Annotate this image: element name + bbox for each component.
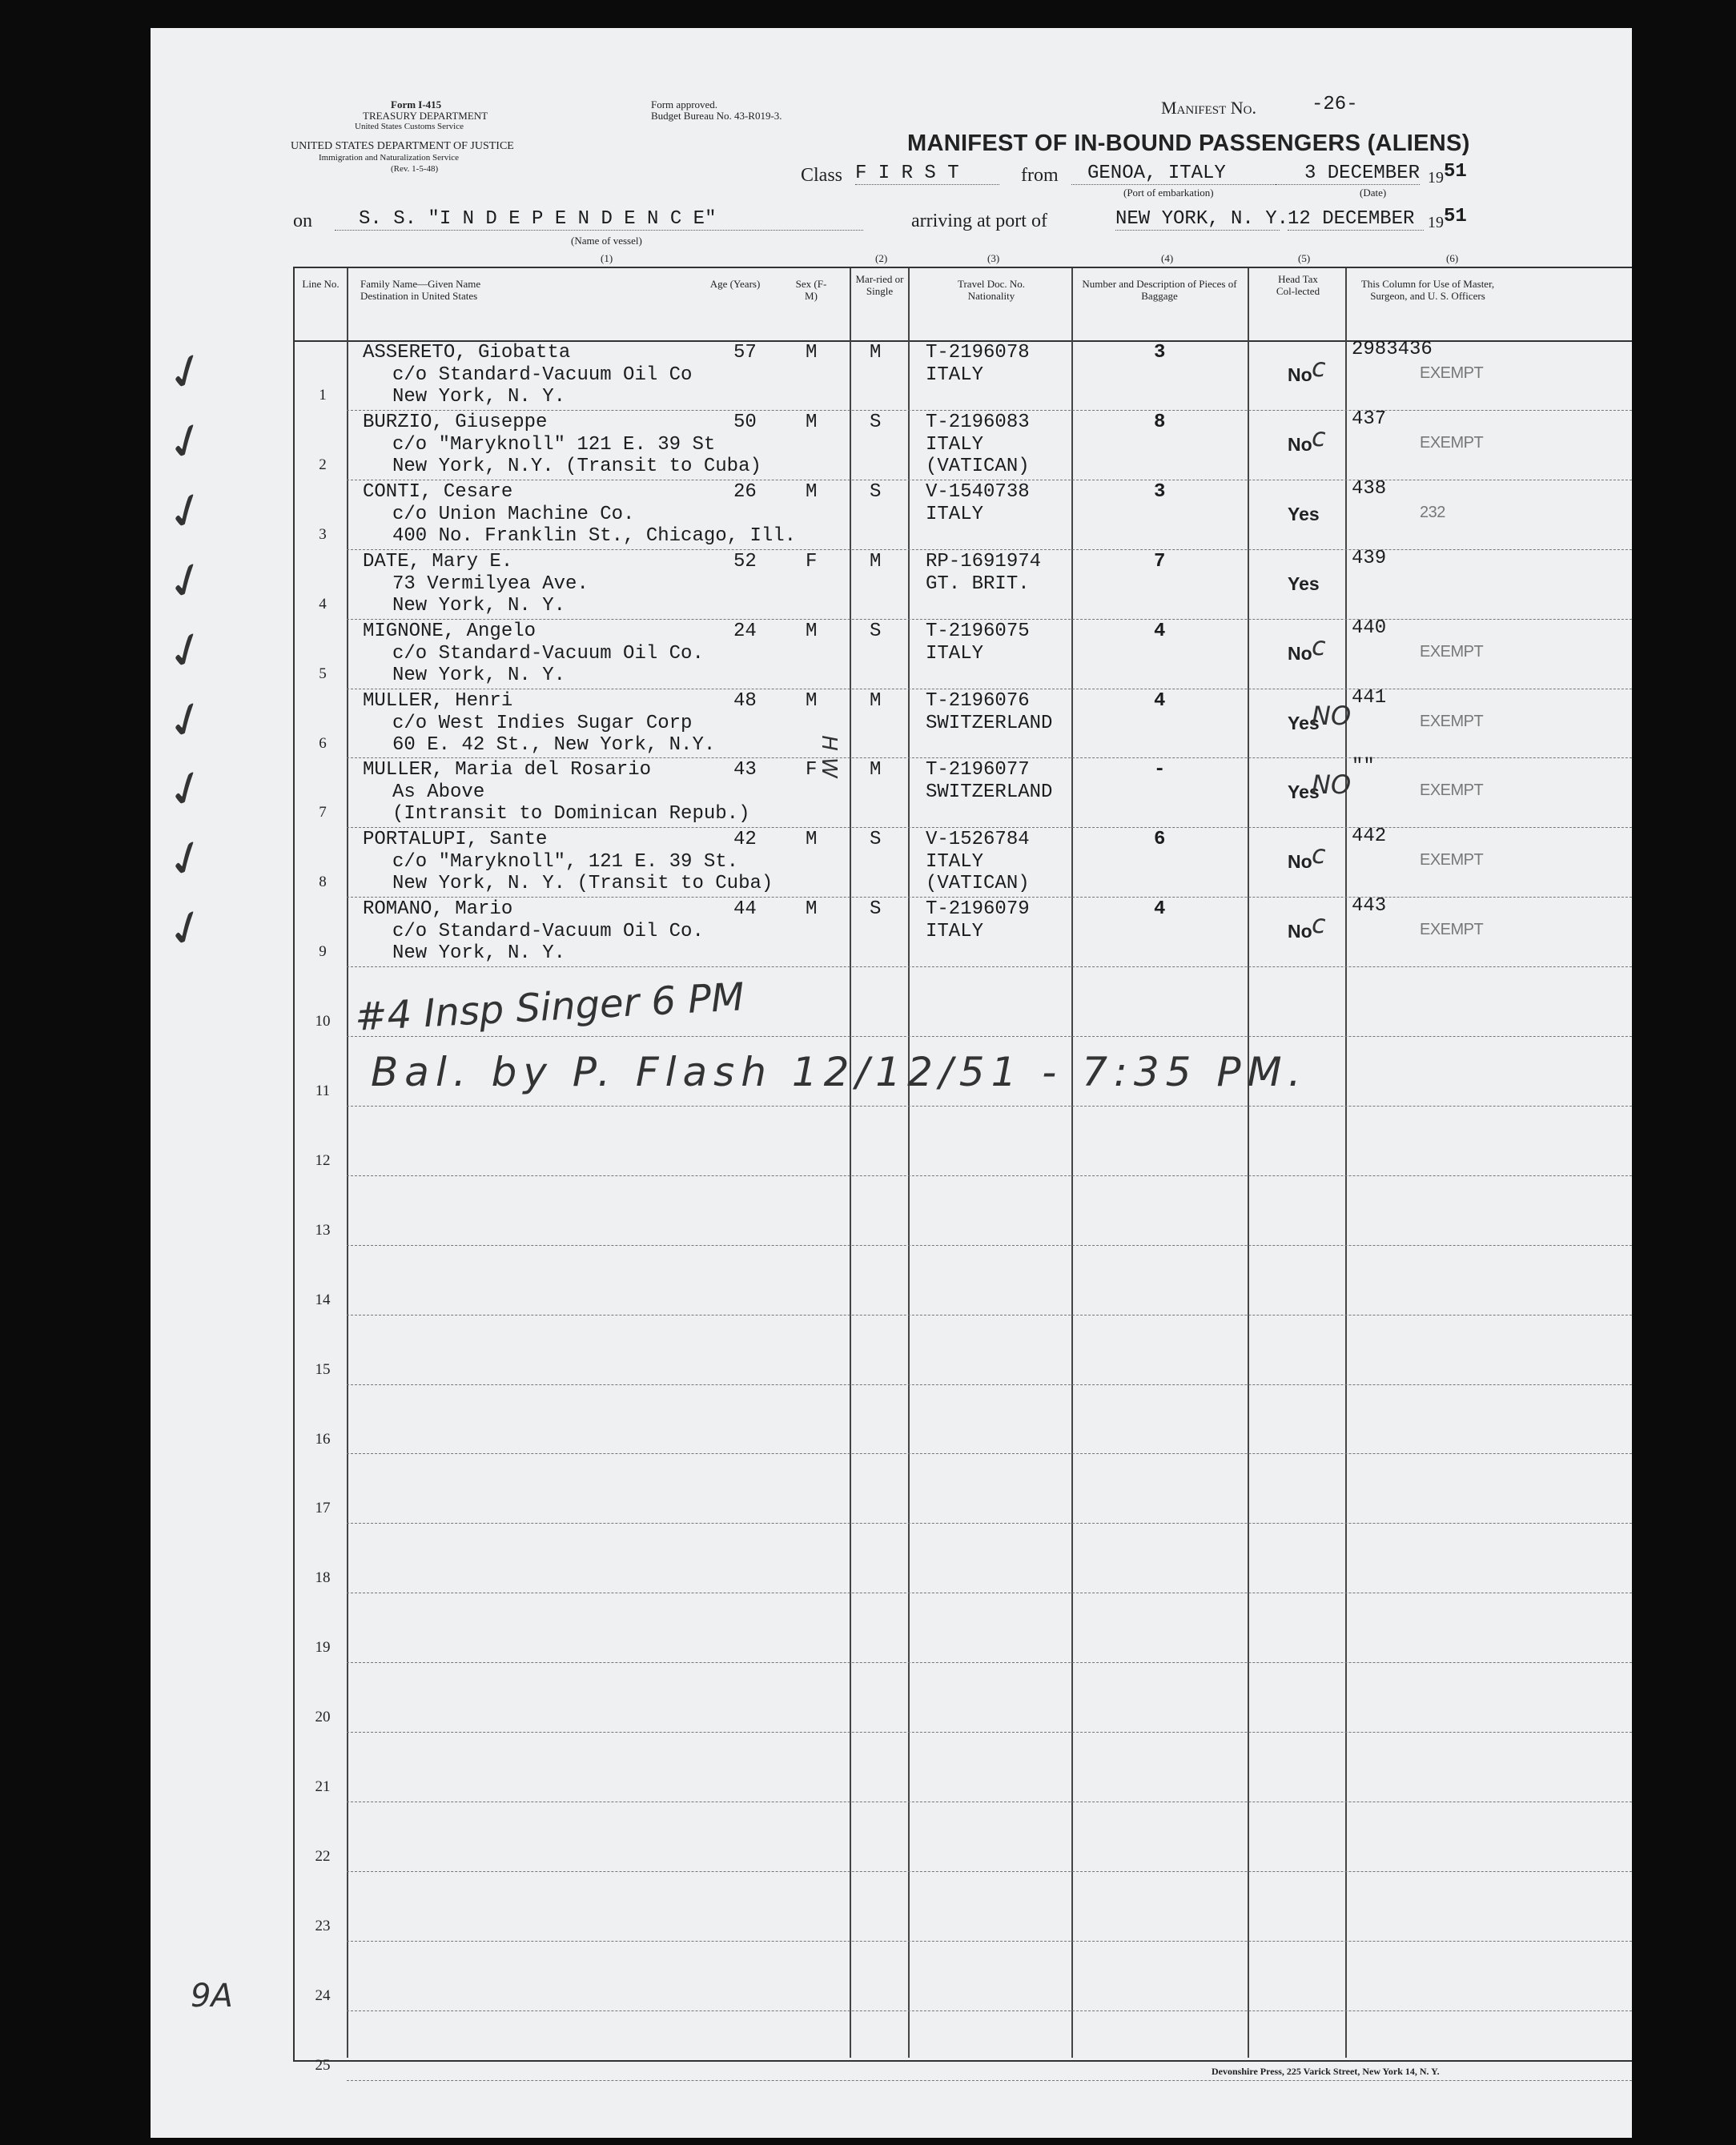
passenger-sex: M xyxy=(806,829,818,850)
line-number: 24 xyxy=(315,1987,331,2004)
row-rule xyxy=(347,1453,1632,1454)
col-header-destination: Destination in United States xyxy=(360,290,478,302)
head-tax-handwritten: NO xyxy=(1312,701,1352,731)
col-header-sex: Sex (F-M) xyxy=(795,278,827,302)
baggage-count: 4 xyxy=(1154,898,1166,920)
col-num-3: (3) xyxy=(987,252,1000,264)
line-number: 8 xyxy=(319,874,327,890)
nationality: ITALY xyxy=(926,643,984,665)
baggage-count: - xyxy=(1154,759,1166,781)
head-tax: No xyxy=(1288,364,1312,385)
passenger-address-1: As Above xyxy=(392,781,485,803)
exempt-stamp: EXEMPT xyxy=(1420,434,1484,452)
passenger-address-2: New York, N. Y. xyxy=(392,386,566,408)
passenger-address-1: c/o Standard-Vacuum Oil Co. xyxy=(392,921,704,942)
head-tax: Yes xyxy=(1288,713,1320,733)
line-number: 15 xyxy=(315,1361,331,1378)
check-mark-icon: ✓ xyxy=(158,756,215,823)
head-tax: No xyxy=(1288,921,1312,942)
passenger-address-1: c/o "Maryknoll", 121 E. 39 St. xyxy=(392,851,739,873)
passenger-address-2: New York, N. Y. xyxy=(392,665,566,686)
row-rule xyxy=(347,1871,1632,1872)
row-rule xyxy=(347,1106,1632,1107)
passenger-name: ASSERETO, Giobatta xyxy=(363,342,571,364)
baggage-count: 4 xyxy=(1154,621,1166,642)
row-rule xyxy=(347,410,1632,411)
row-rule xyxy=(347,1384,1632,1385)
exempt-stamp: 232 xyxy=(1420,504,1445,521)
check-mark-icon: ✓ xyxy=(158,895,215,962)
nationality: ITALY xyxy=(926,434,984,456)
port-embark-caption: (Port of embarkation) xyxy=(1123,187,1214,199)
check-mark-icon: ✓ xyxy=(158,687,215,754)
line-number: 7 xyxy=(319,804,327,821)
head-tax-handwritten: c xyxy=(1312,422,1326,452)
exempt-stamp: EXEMPT xyxy=(1420,643,1484,661)
baggage-count: 7 xyxy=(1154,551,1166,572)
rev-label: (Rev. 1-5-48) xyxy=(391,164,439,174)
manifest-no-label: Manifest No. xyxy=(1161,98,1256,118)
exempt-stamp: EXEMPT xyxy=(1420,851,1484,869)
line-number: 19 xyxy=(315,1639,331,1656)
line-number: 3 xyxy=(319,526,327,543)
customs-label: United States Customs Service xyxy=(355,122,464,131)
row-rule xyxy=(347,757,1632,758)
manifest-no-value: -26- xyxy=(1312,94,1358,115)
from-label: from xyxy=(1021,165,1059,186)
officer-number: 437 xyxy=(1352,408,1387,430)
travel-doc-no: T-2196083 xyxy=(926,412,1030,433)
travel-doc-no: V-1540738 xyxy=(926,481,1030,503)
row-rule xyxy=(347,619,1632,620)
embark-date: 3 DECEMBER xyxy=(1276,163,1420,185)
head-tax-handwritten: NO xyxy=(1312,769,1352,800)
col-num-5: (5) xyxy=(1298,252,1311,264)
line-number: 6 xyxy=(319,735,327,752)
col-header-name: Family Name—Given Name xyxy=(360,278,481,290)
col-divider xyxy=(850,268,851,2058)
passenger-address-2: (Intransit to Dominican Repub.) xyxy=(392,803,750,825)
officer-number: 442 xyxy=(1352,825,1387,847)
check-mark-icon: ✓ xyxy=(158,408,215,476)
row-rule xyxy=(347,2080,1632,2081)
arriving-label: arriving at port of xyxy=(911,211,1047,231)
port-embarkation: GENOA, ITALY xyxy=(1071,163,1276,185)
passenger-age: 52 xyxy=(733,551,757,572)
head-tax-handwritten: c xyxy=(1312,631,1326,661)
printer-imprint: Devonshire Press, 225 Varick Street, New York 14, N. Y. xyxy=(1212,2066,1440,2077)
arrival-year: 51 xyxy=(1444,206,1467,227)
nationality: GT. BRIT. xyxy=(926,573,1030,595)
line-number: 12 xyxy=(315,1152,331,1169)
passenger-address-2: New York, N. Y. xyxy=(392,942,566,964)
check-mark-icon: ✓ xyxy=(158,825,215,893)
passenger-address-2: New York, N. Y. xyxy=(392,595,566,617)
officer-number: 2983436 xyxy=(1352,339,1433,360)
col-header-nationality: Nationality xyxy=(967,290,1015,302)
line-number: 21 xyxy=(315,1778,331,1795)
baggage-count: 4 xyxy=(1154,690,1166,712)
arrival-year-prefix: 19 xyxy=(1428,214,1444,231)
row-rule xyxy=(347,1245,1632,1246)
check-mark-icon: ✓ xyxy=(158,617,215,685)
passenger-sex: M xyxy=(806,342,818,364)
line-number: 23 xyxy=(315,1918,331,1934)
line-number: 9 xyxy=(319,943,327,960)
passenger-address-1: c/o Standard-Vacuum Oil Co. xyxy=(392,643,704,665)
vessel-name: S. S. "I N D E P E N D E N C E" xyxy=(335,208,863,231)
nationality-note: (VATICAN) xyxy=(926,873,1030,894)
handwritten-balance-note: Bal. by P. Flash 12/12/51 - 7:35 PM. xyxy=(371,1049,1308,1095)
passenger-sex: M xyxy=(806,690,818,712)
col-header-line: Line No. xyxy=(302,278,340,290)
passenger-name: ROMANO, Mario xyxy=(363,898,513,920)
exempt-stamp: EXEMPT xyxy=(1420,781,1484,799)
col-divider xyxy=(347,268,348,2058)
col-num-6: (6) xyxy=(1446,252,1459,264)
col-header-age: Age (Years) xyxy=(709,278,761,290)
passenger-address-1: c/o Union Machine Co. xyxy=(392,504,635,525)
line-number: 17 xyxy=(315,1500,331,1516)
row-rule xyxy=(347,1523,1632,1524)
passenger-married: S xyxy=(870,829,882,850)
treasury-label: TREASURY DEPARTMENT xyxy=(363,110,488,122)
head-tax: No xyxy=(1288,434,1312,455)
head-tax: Yes xyxy=(1288,781,1320,802)
col-num-4: (4) xyxy=(1161,252,1174,264)
col-header-married: Mar-ried or Single xyxy=(855,273,904,297)
passenger-age: 43 xyxy=(733,759,757,781)
passenger-address-2: 60 E. 42 St., New York, N.Y. xyxy=(392,734,716,756)
nationality: ITALY xyxy=(926,921,984,942)
travel-doc-no: V-1526784 xyxy=(926,829,1030,850)
head-tax: No xyxy=(1288,643,1312,664)
budget-bureau: Budget Bureau No. 43-R019-3. xyxy=(651,110,782,122)
line-number: 2 xyxy=(319,456,327,473)
officer-number: 438 xyxy=(1352,478,1387,500)
on-label: on xyxy=(293,211,312,231)
doj-label: UNITED STATES DEPARTMENT OF JUSTICE xyxy=(291,140,514,152)
passenger-married: S xyxy=(870,621,882,642)
travel-doc-no: T-2196078 xyxy=(926,342,1030,364)
travel-doc-no: RP-1691974 xyxy=(926,551,1042,572)
passenger-sex: M xyxy=(806,412,818,433)
line-number: 11 xyxy=(315,1083,331,1099)
passenger-age: 44 xyxy=(733,898,757,920)
passenger-married: S xyxy=(870,412,882,433)
officer-number: 441 xyxy=(1352,687,1387,709)
passenger-address-2: 400 No. Franklin St., Chicago, Ill. xyxy=(392,525,797,547)
col-divider xyxy=(908,268,910,2058)
check-mark-icon: ✓ xyxy=(158,548,215,615)
travel-doc-no: T-2196077 xyxy=(926,759,1030,781)
line-number: 25 xyxy=(315,2057,331,2074)
passenger-married: S xyxy=(870,481,882,503)
line-number: 22 xyxy=(315,1848,331,1865)
passenger-age: 50 xyxy=(733,412,757,433)
passenger-name: PORTALUPI, Sante xyxy=(363,829,548,850)
baggage-count: 3 xyxy=(1154,481,1166,503)
passenger-address-1: c/o West Indies Sugar Corp xyxy=(392,713,693,734)
passenger-age: 42 xyxy=(733,829,757,850)
col-divider xyxy=(1345,268,1347,2058)
officer-number: 440 xyxy=(1352,617,1387,639)
passenger-address-1: c/o Standard-Vacuum Oil Co xyxy=(392,364,693,386)
embark-year-prefix: 19 xyxy=(1428,169,1444,187)
head-tax-handwritten: c xyxy=(1312,909,1326,939)
travel-doc-no: T-2196075 xyxy=(926,621,1030,642)
row-rule xyxy=(347,1036,1632,1037)
date-caption: (Date) xyxy=(1360,187,1387,199)
line-number: 4 xyxy=(319,596,327,613)
passenger-age: 57 xyxy=(733,342,757,364)
col-header-head-tax: Head Tax Col-lected xyxy=(1276,273,1320,297)
manifest-sheet xyxy=(151,28,1632,2138)
passenger-sex: F xyxy=(806,759,818,781)
passenger-married: S xyxy=(870,898,882,920)
row-rule xyxy=(347,827,1632,828)
col-header-officers: This Column for Use of Master, Surgeon, and U. S. Officers xyxy=(1360,278,1495,302)
nationality: SWITZERLAND xyxy=(926,781,1053,803)
col-num-2: (2) xyxy=(875,252,888,264)
passenger-sex: M xyxy=(806,898,818,920)
check-mark-icon: ✓ xyxy=(158,478,215,545)
arrival-date: 12 DECEMBER xyxy=(1288,208,1424,231)
form-approved: Form approved. xyxy=(651,98,718,110)
passenger-married: M xyxy=(870,551,882,572)
line-number: 16 xyxy=(315,1431,331,1448)
line-number: 18 xyxy=(315,1569,331,1586)
nationality: ITALY xyxy=(926,364,984,386)
passenger-age: 26 xyxy=(733,481,757,503)
passenger-name: BURZIO, Giuseppe xyxy=(363,412,548,433)
arrival-port: NEW YORK, N. Y. xyxy=(1115,208,1289,230)
col-divider xyxy=(1248,268,1249,2058)
passenger-name: MULLER, Henri xyxy=(363,690,513,712)
officer-number: 439 xyxy=(1352,548,1387,569)
class-value: F I R S T xyxy=(855,163,999,185)
exempt-stamp: EXEMPT xyxy=(1420,713,1484,730)
head-tax: Yes xyxy=(1288,573,1320,594)
embark-year: 51 xyxy=(1444,161,1467,183)
passenger-sex: F xyxy=(806,551,818,572)
check-mark-icon: ✓ xyxy=(158,339,215,406)
head-tax: Yes xyxy=(1288,504,1320,524)
officer-number: 443 xyxy=(1352,895,1387,917)
line-number: 20 xyxy=(315,1709,331,1725)
passenger-address-2: New York, N. Y. (Transit to Cuba) xyxy=(392,873,774,894)
line-number: 13 xyxy=(315,1222,331,1239)
passenger-married: M xyxy=(870,690,882,712)
passenger-name: CONTI, Cesare xyxy=(363,481,513,503)
head-tax: No xyxy=(1288,851,1312,872)
baggage-count: 6 xyxy=(1154,829,1166,850)
col-num-1: (1) xyxy=(601,252,613,264)
travel-doc-no: T-2196076 xyxy=(926,690,1030,712)
passenger-sex: M xyxy=(806,481,818,503)
passenger-name: MIGNONE, Angelo xyxy=(363,621,536,642)
handwritten-inspector-note: #4 Insp Singer 6 PM xyxy=(353,974,745,1040)
row-rule xyxy=(347,897,1632,898)
nationality: ITALY xyxy=(926,504,984,525)
handwritten-side-note: H W xyxy=(816,735,841,778)
baggage-count: 3 xyxy=(1154,342,1166,364)
row-rule xyxy=(347,1941,1632,1942)
passenger-age: 48 xyxy=(733,690,757,712)
col-header-travel-doc: Travel Doc. No. xyxy=(957,278,1025,290)
passenger-name: MULLER, Maria del Rosario xyxy=(363,759,652,781)
row-rule xyxy=(347,1175,1632,1176)
row-rule xyxy=(347,2010,1632,2011)
passenger-married: M xyxy=(870,342,882,364)
row-rule xyxy=(347,1732,1632,1733)
line-number: 14 xyxy=(315,1291,331,1308)
row-rule xyxy=(347,966,1632,967)
col-header-baggage: Number and Description of Pieces of Baggage xyxy=(1082,278,1237,302)
officer-number: "" xyxy=(1352,756,1375,777)
col-divider xyxy=(1071,268,1073,2058)
line-number: 1 xyxy=(319,387,327,404)
handwritten-margin-note: 9A xyxy=(191,1978,233,2014)
nationality: SWITZERLAND xyxy=(926,713,1053,734)
travel-doc-no: T-2196079 xyxy=(926,898,1030,920)
row-rule xyxy=(347,1315,1632,1316)
line-number: 10 xyxy=(315,1013,331,1030)
baggage-count: 8 xyxy=(1154,412,1166,433)
class-label: Class xyxy=(801,165,843,186)
line-number: 5 xyxy=(319,665,327,682)
passenger-address-2: New York, N.Y. (Transit to Cuba) xyxy=(392,456,762,477)
exempt-stamp: EXEMPT xyxy=(1420,921,1484,938)
row-rule xyxy=(347,1662,1632,1663)
passenger-age: 24 xyxy=(733,621,757,642)
vessel-caption: (Name of vessel) xyxy=(571,235,642,247)
row-rule xyxy=(347,549,1632,550)
passenger-married: M xyxy=(870,759,882,781)
nationality-note: (VATICAN) xyxy=(926,456,1030,477)
page-title: MANIFEST OF IN-BOUND PASSENGERS (ALIENS) xyxy=(907,131,1470,156)
passenger-address-1: c/o "Maryknoll" 121 E. 39 St xyxy=(392,434,716,456)
form-number: Form I-415 xyxy=(391,98,442,110)
passenger-sex: M xyxy=(806,621,818,642)
exempt-stamp: EXEMPT xyxy=(1420,364,1484,382)
head-tax-handwritten: c xyxy=(1312,352,1326,383)
head-tax-handwritten: c xyxy=(1312,839,1326,870)
ins-label: Immigration and Naturalization Service xyxy=(319,153,460,163)
passenger-address-1: 73 Vermilyea Ave. xyxy=(392,573,589,595)
nationality: ITALY xyxy=(926,851,984,873)
passenger-name: DATE, Mary E. xyxy=(363,551,513,572)
